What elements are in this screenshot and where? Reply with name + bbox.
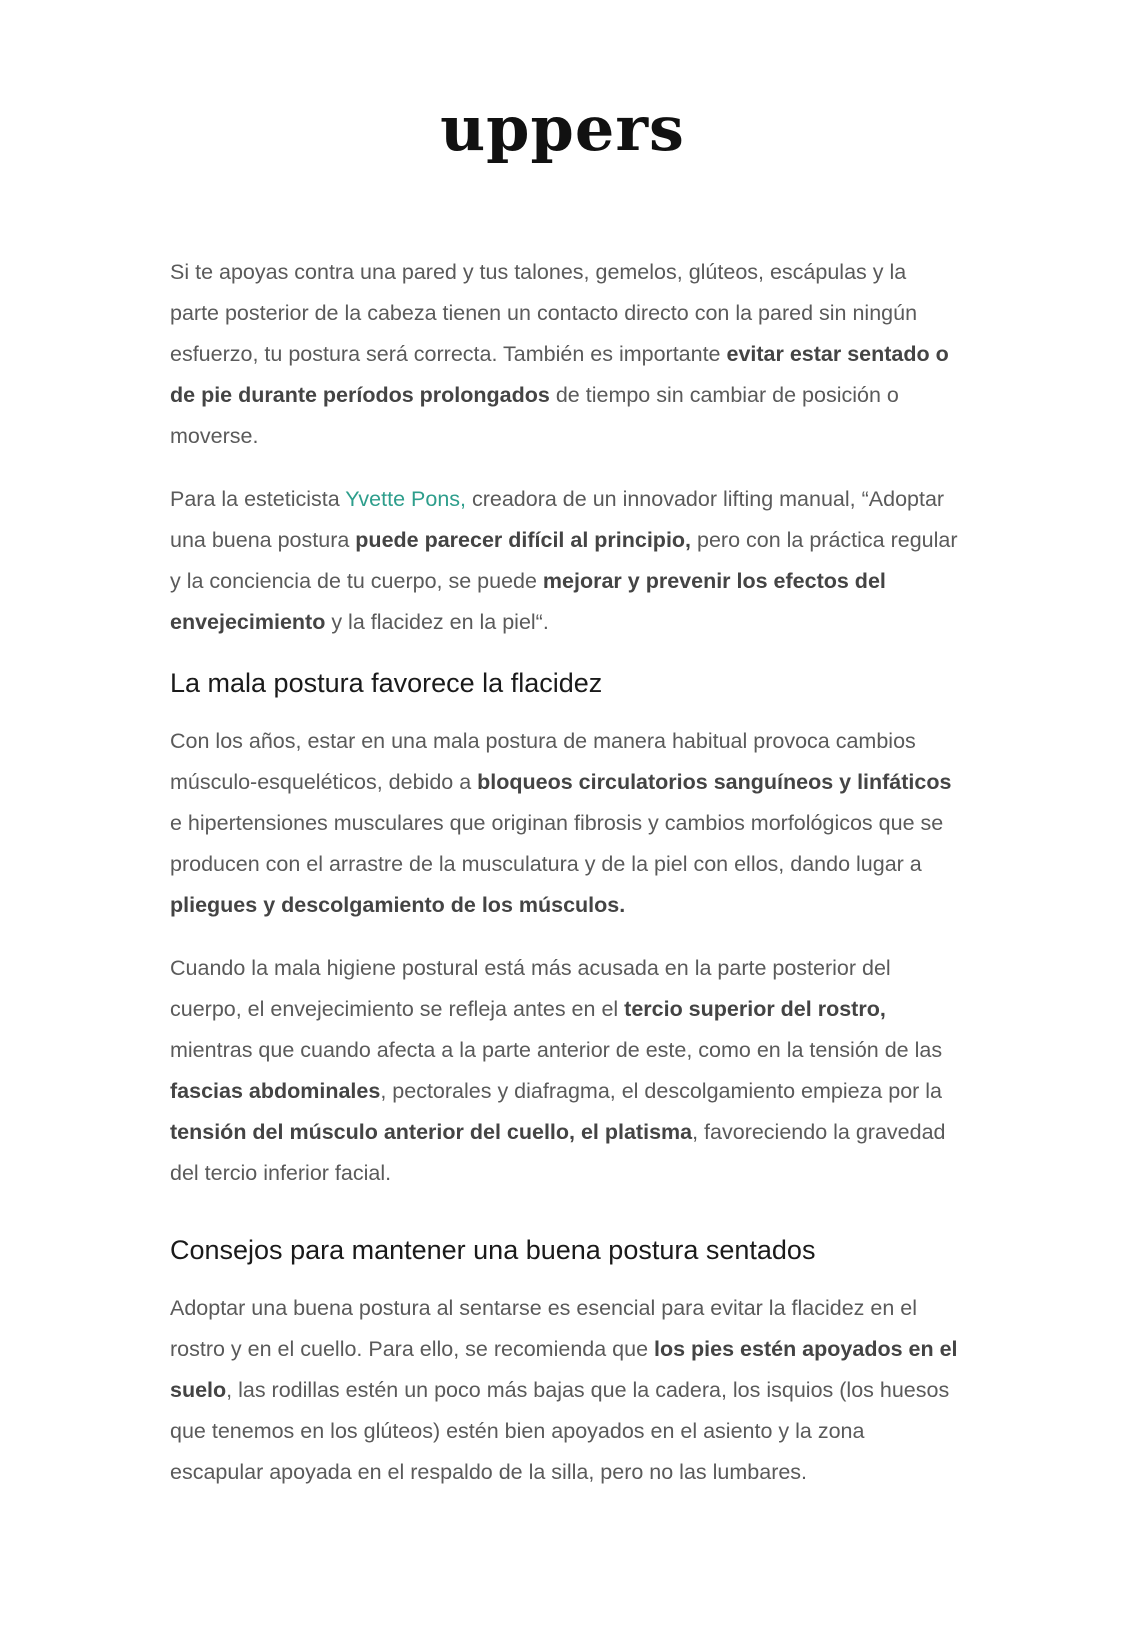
site-logo[interactable]: uppers <box>440 92 685 165</box>
bold-text: evitar estar sentado o de pie durante períodos prolongados <box>170 342 949 407</box>
bold-text: mejorar y prevenir los efectos del envejecimiento <box>170 569 886 634</box>
bold-text: tensión del músculo anterior del cuello, el platisma <box>170 1120 693 1144</box>
bold-text: fascias abdominales <box>170 1079 381 1103</box>
paragraph-3: Con los años, estar en una mala postura de manera habitual provoca cambios músculo-esqueléticos, debido a bloqueos circulatorios sanguíneos y linfáticos e hipertensiones musculares que originan fibrosis y cambios morfológicos que se producen con el arrastre de la musculatura y de la piel con ellos, dando lugar a pliegues y descolgamiento de los músculos. <box>170 729 952 917</box>
section-heading-consejos: Consejos para mantener una buena postura sentados <box>170 1235 816 1265</box>
bold-text: tercio superior del rostro, <box>624 997 886 1021</box>
article-body <box>170 252 960 1515</box>
bold-text: los pies estén apoyados en el suelo <box>170 1337 958 1402</box>
paragraph-4: Cuando la mala higiene postural está más acusada en la parte posterior del cuerpo, el envejecimiento se refleja antes en el tercio superior del rostro, mientras que cuando afecta a la parte anterior de este, como en la tensión de las fascias abdominales, pectorales y diafragma, el descolgamiento empieza por la tensión del músculo anterior del cuello, el platisma, favoreciendo la gravedad del tercio inferior facial. <box>170 956 946 1185</box>
yvette-pons-link[interactable]: Yvette Pons, <box>345 487 466 511</box>
paragraph-5: Adoptar una buena postura al sentarse es esencial para evitar la flacidez en el rostro y en el cuello. Para ello, se recomienda que los pies estén apoyados en el suelo, las rodillas estén un poco más bajas que la cadera, los isquios (los huesos que tenemos en los glúteos) estén bien apoyados en el asiento y la zona escapular apoyada en el respaldo de la silla, pero no las lumbares. <box>170 1296 958 1484</box>
bold-text: puede parecer difícil al principio, <box>355 528 692 552</box>
section-heading-flacidez: La mala postura favorece la flacidez <box>170 668 603 698</box>
paragraph-1: Si te apoyas contra una pared y tus talones, gemelos, glúteos, escápulas y la parte posterior de la cabeza tienen un contacto directo con la pared sin ningún esfuerzo, tu postura será correcta. También es importante evitar estar sentado o de pie durante períodos prolongados de tiempo sin cambiar de posición o moverse. <box>170 260 949 448</box>
paragraph-2: Para la esteticista Yvette Pons, creadora de un innovador lifting manual, “Adoptar una buena postura puede parecer difícil al principio, pero con la práctica regular y la conciencia de tu cuerpo, se puede mejorar y prevenir los efectos del envejecimiento y la flacidez en la piel“. <box>170 487 958 634</box>
bold-text: bloqueos circulatorios sanguíneos y linfáticos <box>477 770 952 794</box>
bold-text: pliegues y descolgamiento de los músculos. <box>170 893 626 917</box>
